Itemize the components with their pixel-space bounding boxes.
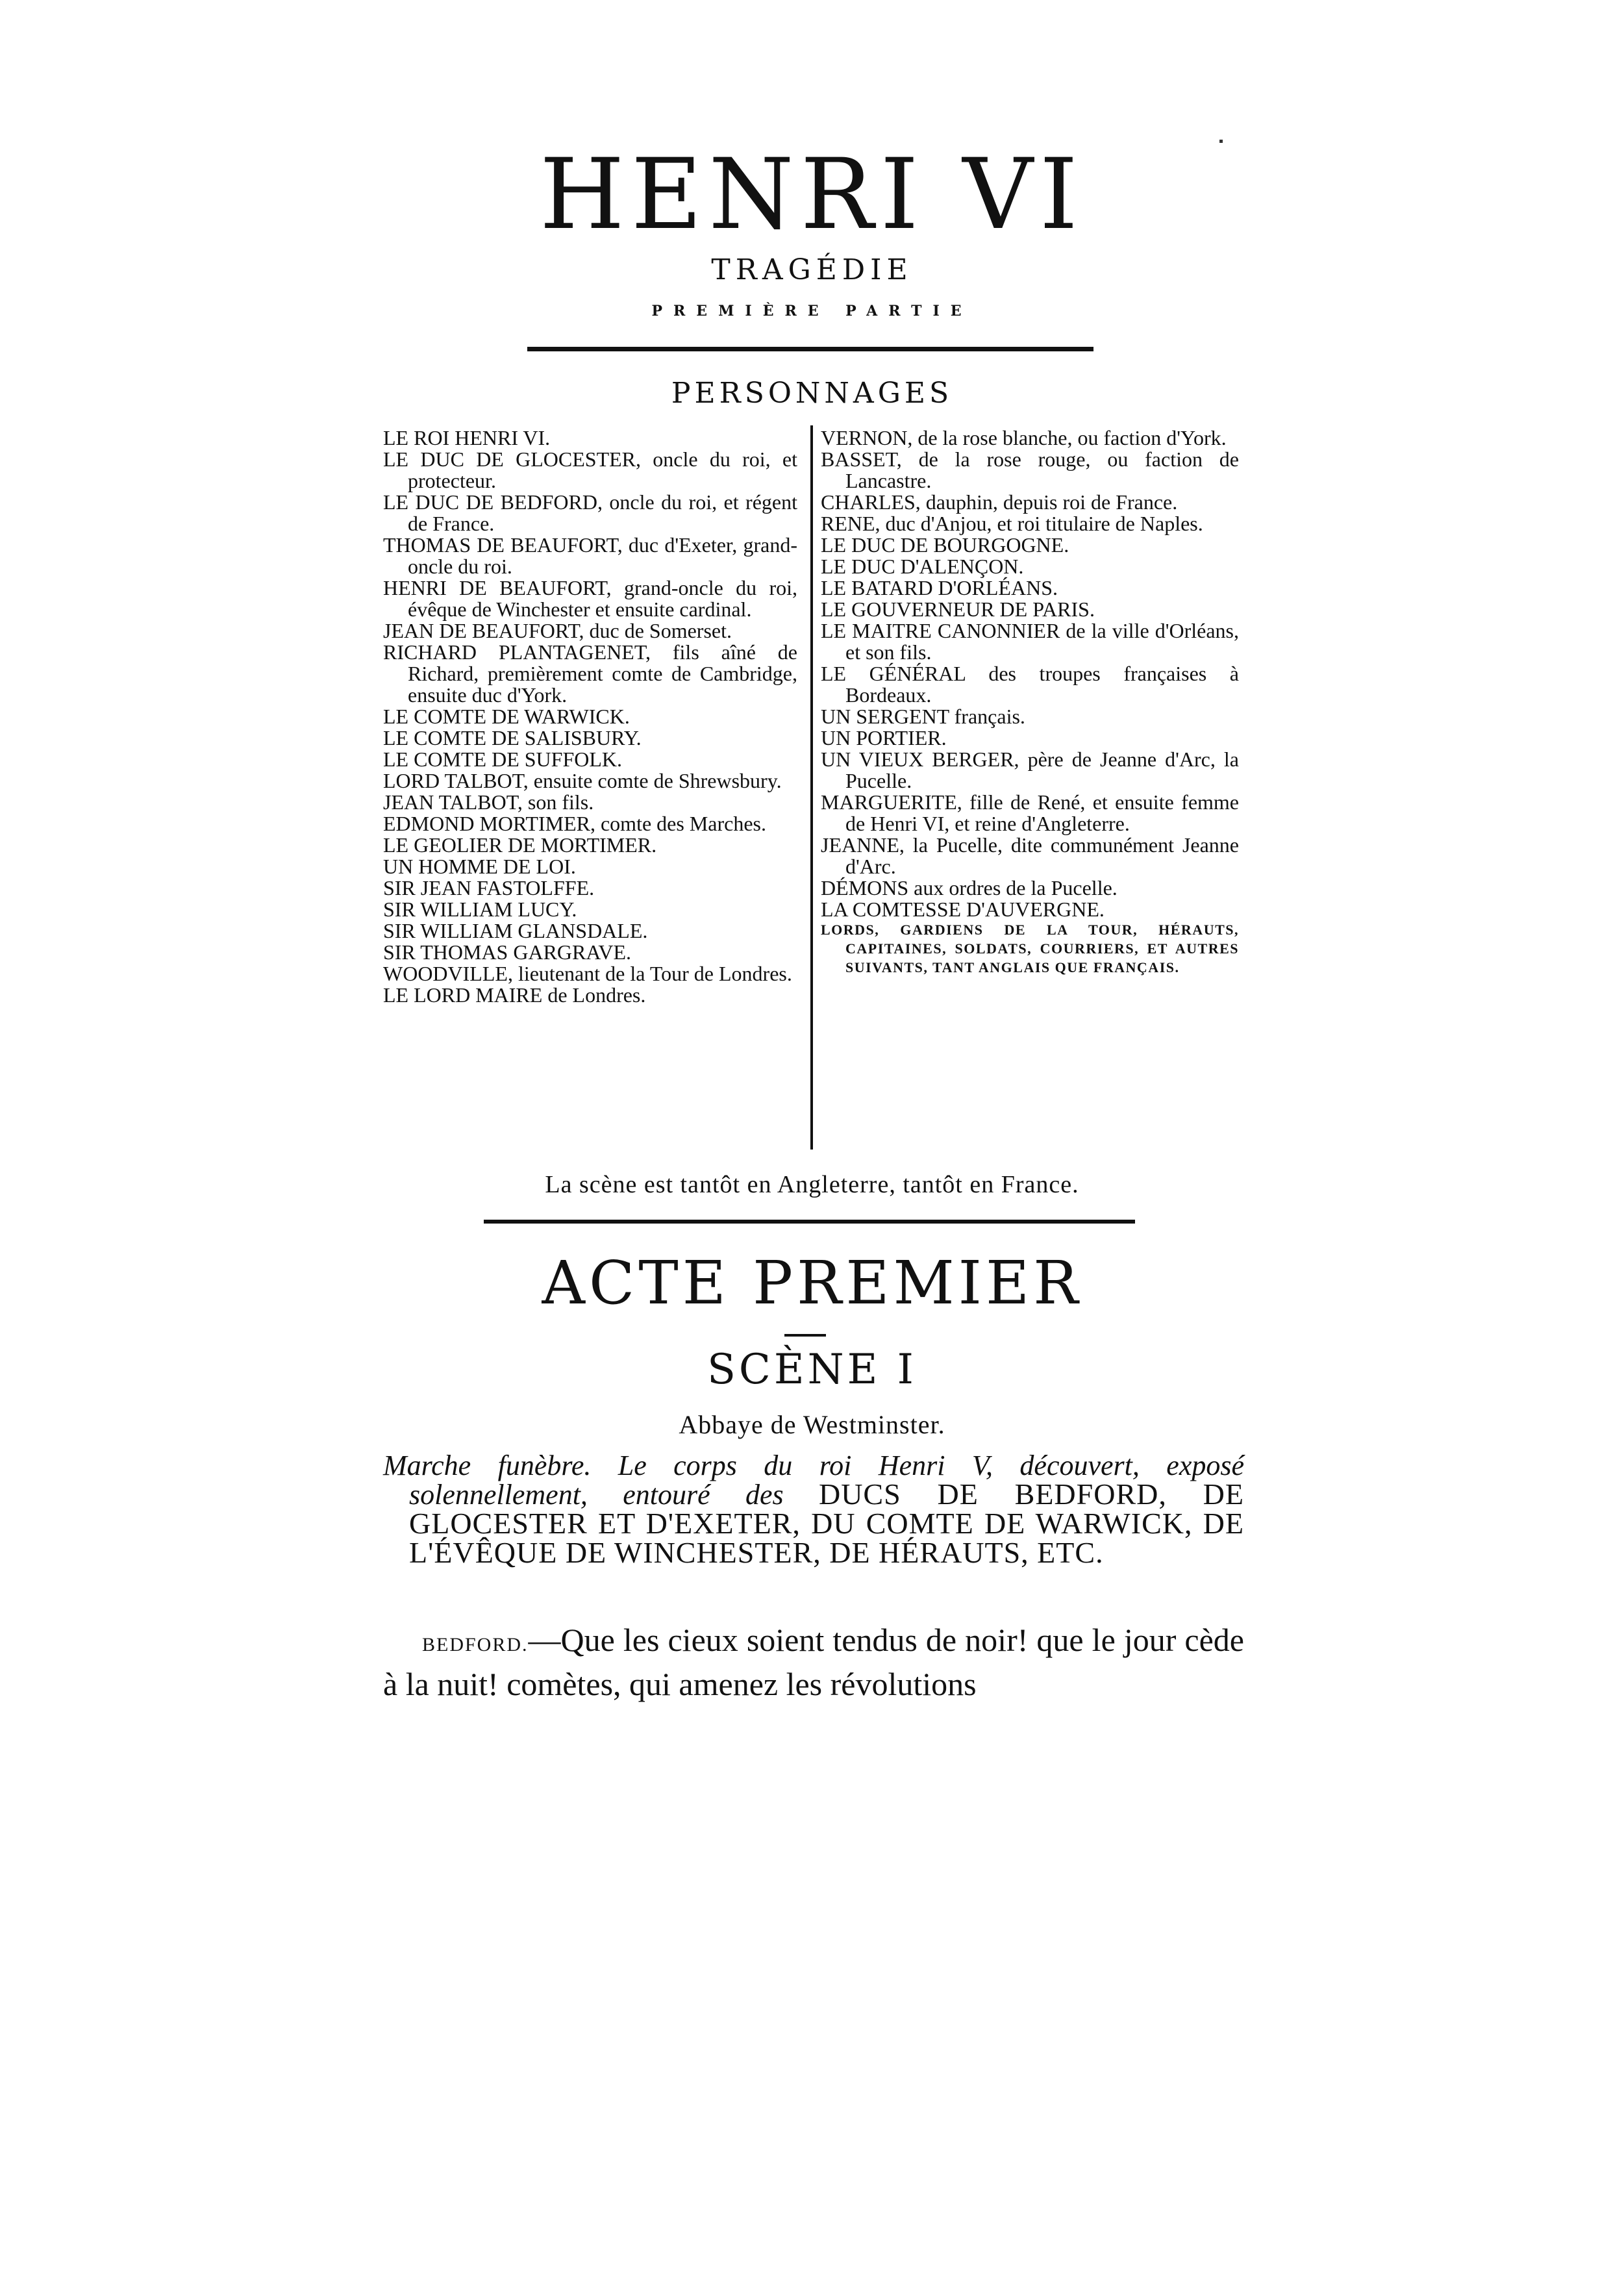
cast-entry: LE DUC DE GLOCESTER, oncle du roi, et protecteur.: [383, 447, 797, 492]
cast-entry: SIR WILLIAM LUCY.: [383, 898, 577, 921]
setting-note: La scène est tantôt en Angleterre, tantôt en France.: [545, 1171, 1079, 1198]
cast-entry: JEANNE, la Pucelle, dite communément Jeanne d'Arc.: [821, 833, 1239, 878]
cast-entry: WOODVILLE, lieutenant de la Tour de Londres.: [383, 962, 792, 985]
cast-entry: LE COMTE DE WARWICK.: [383, 705, 630, 728]
cast-entry: BASSET, de la rose rouge, ou faction de Lancastre.: [821, 447, 1239, 492]
cast-entry: LE COMTE DE SUFFOLK.: [383, 748, 623, 771]
speech-text: —Que les cieux soient tendus de noir! que le jour cède à la nuit! comètes, qui amenez les révolutions: [383, 1622, 1244, 1702]
cast-entry: UN HOMME DE LOI.: [383, 855, 576, 878]
cast-entry: SIR THOMAS GARGRAVE.: [383, 940, 631, 964]
cast-entry: HENRI DE BEAUFORT, grand-oncle du roi, évêque de Winchester et ensuite cardinal.: [383, 576, 797, 621]
cast-entry: LE GEOLIER DE MORTIMER.: [383, 833, 657, 857]
cast-entry: LE GOUVERNEUR DE PARIS.: [821, 597, 1095, 621]
act-title: ACTE PREMIER: [542, 1248, 1082, 1318]
play-part: PREMIÈRE PARTIE: [651, 303, 973, 320]
cast-list-right: [821, 427, 1239, 977]
play-title: HENRI VI: [539, 138, 1084, 251]
cast-entry: LE LORD MAIRE de Londres.: [383, 983, 646, 1007]
title-rule: [527, 347, 1093, 351]
cast-entry: LE ROI HENRI VI.: [383, 426, 551, 449]
section-rule: [484, 1220, 1135, 1224]
scene-title: SCÈNE I: [707, 1346, 917, 1394]
cast-entry: THOMAS DE BEAUFORT, duc d'Exeter, grand-oncle du roi.: [383, 533, 797, 578]
cast-list-left: [383, 427, 797, 1006]
cast-entry: LORD TALBOT, ensuite comte de Shrewsbury.: [383, 769, 782, 792]
cast-entry: UN PORTIER.: [821, 726, 947, 749]
cast-entry-ensemble: LORDS, GARDIENS DE LA TOUR, HÉRAUTS, CAPITAINES, SOLDATS, COURRIERS, ET AUTRES SUIVANTS, TANT ANGLAIS QUE FRANÇAIS.: [821, 922, 1239, 975]
speaker-name: BEDFORD.: [422, 1634, 529, 1655]
play-genre: TRAGÉDIE: [711, 253, 913, 286]
cast-entry: LE DUC D'ALENÇON.: [821, 555, 1024, 578]
cast-entry: LE COMTE DE SALISBURY.: [383, 726, 642, 749]
scene-location: Abbaye de Westminster.: [679, 1410, 945, 1439]
cast-entry: VERNON, de la rose blanche, ou faction d'York.: [821, 426, 1227, 449]
dialogue-line: [383, 1620, 1244, 1703]
cast-entry: CHARLES, dauphin, depuis roi de France.: [821, 490, 1178, 514]
stage-direction: [383, 1452, 1244, 1568]
cast-entry: LA COMTESSE D'AUVERGNE.: [821, 898, 1105, 921]
cast-entry: DÉMONS aux ordres de la Pucelle.: [821, 876, 1118, 899]
cast-entry: UN VIEUX BERGER, père de Jeanne d'Arc, la Pucelle.: [821, 748, 1239, 792]
cast-entry: LE BATARD D'ORLÉANS.: [821, 576, 1058, 599]
cast-entry: RICHARD PLANTAGENET, fils aîné de Richard, premièrement comte de Cambridge, ensuite duc d'York.: [383, 640, 797, 707]
cast-entry: UN SERGENT français.: [821, 705, 1025, 728]
stage-direction-italic: Marche funèbre. Le corps du roi Henri V, découvert, exposé solennellement, entouré des: [383, 1450, 1244, 1511]
cast-entry: SIR WILLIAM GLANSDALE.: [383, 919, 648, 942]
cast-entry: LE GÉNÉRAL des troupes françaises à Bordeaux.: [821, 662, 1239, 707]
cast-entry: EDMOND MORTIMER, comte des Marches.: [383, 812, 766, 835]
stage-direction-caps: DUCS DE BEDFORD, DE GLOCESTER ET D'EXETER, DU COMTE DE WARWICK, DE L'ÉVÊQUE DE WINCHESTER, DE HÉRAUTS, ETC.: [409, 1477, 1244, 1569]
cast-entry: JEAN TALBOT, son fils.: [383, 790, 594, 814]
cast-entry: LE DUC DE BEDFORD, oncle du roi, et régent de France.: [383, 490, 797, 535]
speck: [1219, 140, 1223, 143]
cast-entry: SIR JEAN FASTOLFFE.: [383, 876, 595, 899]
cast-entry: JEAN DE BEAUFORT, duc de Somerset.: [383, 619, 732, 642]
cast-entry: MARGUERITE, fille de René, et ensuite femme de Henri VI, et reine d'Angleterre.: [821, 790, 1239, 835]
column-divider: [810, 425, 813, 1150]
personnages-heading: PERSONNAGES: [671, 377, 953, 410]
cast-entry: LE DUC DE BOURGOGNE.: [821, 533, 1069, 557]
act-rule: [784, 1334, 826, 1337]
cast-entry: RENE, duc d'Anjou, et roi titulaire de Naples.: [821, 512, 1203, 535]
cast-entry: LE MAITRE CANONNIER de la ville d'Orléans, et son fils.: [821, 619, 1239, 664]
